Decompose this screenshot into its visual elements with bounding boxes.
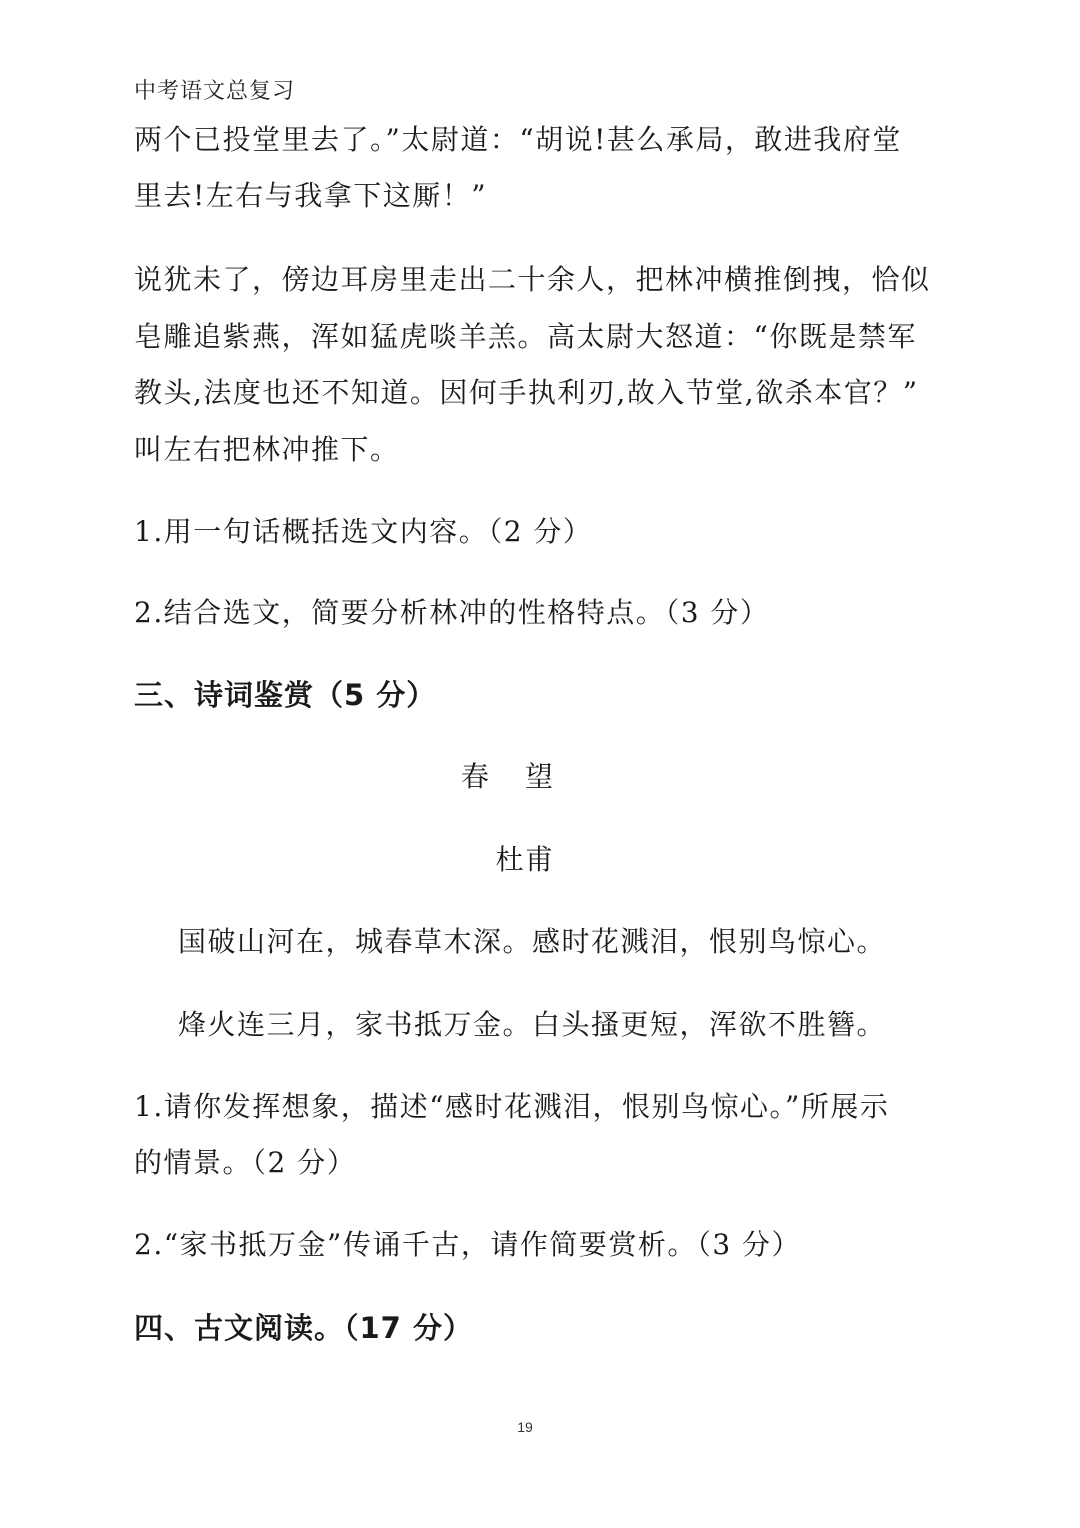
poetry-question-2: 2.“家书抵万金”传诵千古，请作简要赏析。（3 分）	[134, 1228, 802, 1261]
section-heading-poetry: 三、诗词鉴赏（5 分）	[134, 678, 437, 712]
passage-line: 里去!左右与我拿下这厮！”	[134, 179, 488, 212]
poetry-question-1-cont: 的情景。（2 分）	[134, 1146, 357, 1179]
page-number: 19	[517, 1419, 533, 1435]
section-heading-classical: 四、古文阅读。（17 分）	[134, 1311, 473, 1345]
passage-line: 说犹未了，傍边耳房里走出二十余人，把林冲横推倒拽，恰似	[134, 263, 931, 296]
question-2: 2.结合选文，简要分析林冲的性格特点。（3 分）	[134, 596, 770, 629]
poem-title: 春望	[460, 760, 589, 793]
passage-line: 两个已投堂里去了。”太尉道：“胡说!甚么承局，敢进我府堂	[134, 123, 902, 156]
poem-verse: 烽火连三月，家书抵万金。白头搔更短，浑欲不胜簪。	[178, 1008, 887, 1041]
poetry-question-1: 1.请你发挥想象，描述“感时花溅泪，恨别鸟惊心。”所展示	[134, 1090, 890, 1123]
poem-author: 杜甫	[495, 843, 555, 876]
passage-line: 叫左右把林冲推下。	[134, 433, 400, 466]
passage-line: 皂雕追紫燕，浑如猛虎啖羊羔。高太尉大怒道：“你既是禁军	[134, 320, 917, 353]
poem-verse: 国破山河在，城春草木深。感时花溅泪，恨别鸟惊心。	[178, 925, 887, 958]
question-1: 1.用一句话概括选文内容。（2 分）	[134, 515, 593, 548]
running-header: 中考语文总复习	[134, 79, 296, 104]
passage-line: 教头,法度也还不知道。因何手执利刃,故入节堂,欲杀本官？”	[134, 376, 919, 409]
